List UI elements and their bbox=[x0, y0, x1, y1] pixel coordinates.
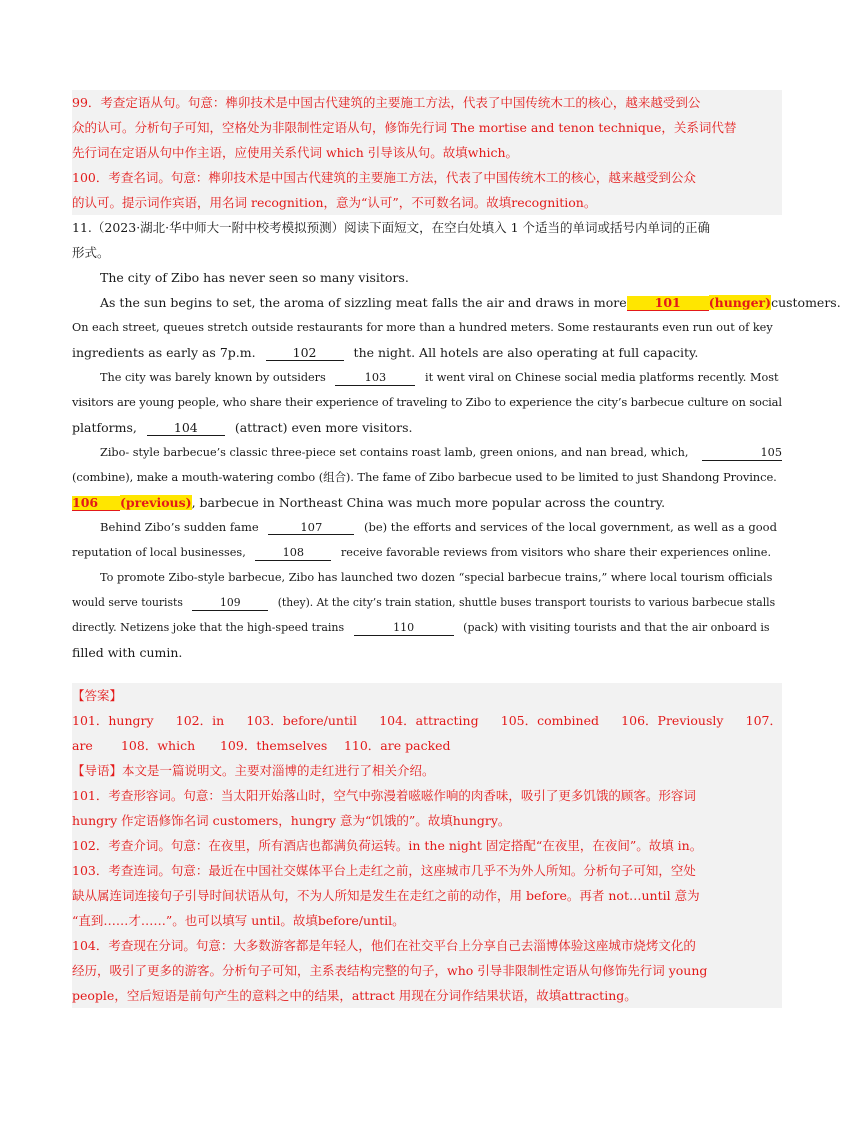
passage-line bbox=[72, 415, 782, 440]
explanation-block-bottom bbox=[72, 783, 782, 1008]
passage-line: filled with cumin. bbox=[72, 645, 183, 660]
explanation-line: hungry 作定语修饰名词 customers，hungry 意为“饥饿的”。故填hungry。 bbox=[72, 808, 782, 833]
passage-line: visitors are young people, who share their experience of traveling to Zibo to experience the city’s barbecue culture on social bbox=[72, 395, 782, 409]
question-instruction: 形式。 bbox=[72, 245, 110, 260]
explanation-line: 103．考查连词。句意：最近在中国社交媒体平台上走红之前，这座城市几乎不为外人所知。分析句子可知，空处 bbox=[72, 858, 782, 883]
passage-text: (pack) with visiting tourists and that the air onboard is bbox=[463, 621, 770, 634]
passage-line: The city of Zibo has never seen so many visitors. bbox=[100, 270, 409, 285]
blank-101 bbox=[627, 290, 771, 315]
answer-104: 104．attracting bbox=[379, 713, 479, 728]
answer-line bbox=[72, 733, 782, 758]
answer-106: 106．Previously bbox=[621, 713, 724, 728]
explanation-line: people，空后短语是前句产生的意料之中的结果，attract 用现在分词作结果状语，故填attracting。 bbox=[72, 983, 782, 1008]
answer-107-value: are bbox=[72, 738, 93, 753]
passage-text: would serve tourists bbox=[72, 596, 183, 609]
explanation-line: 104．考查现在分词。句意：大多数游客都是年轻人，他们在社交平台上分享自己去淄博体验这座城市烧烤文化的 bbox=[72, 933, 782, 958]
passage-text: the night. All hotels are also operating at full capacity. bbox=[353, 345, 699, 360]
blank-102: 102 bbox=[266, 346, 344, 361]
passage-line: On each street, queues stretch outside restaurants for more than a hundred meters. Some restaurants even run out of key bbox=[72, 321, 773, 334]
passage-line bbox=[72, 590, 782, 615]
blank-104: 104 bbox=[147, 421, 225, 436]
passage-line bbox=[72, 490, 782, 515]
passage bbox=[72, 265, 841, 665]
question-instruction: 11.（2023·湖北·华中师大一附中校考模拟预测）阅读下面短文，在空白处填入 1 个适当的单词或括号内单词的正确 bbox=[72, 220, 711, 235]
passage-line bbox=[72, 515, 782, 540]
blank-110: 110 bbox=[354, 621, 454, 636]
passage-line bbox=[72, 290, 841, 315]
explanation-line: “直到……才……”。也可以填写 until。故填before/until。 bbox=[72, 908, 782, 933]
passage-text: it went viral on Chinese social media platforms recently. Most bbox=[425, 371, 779, 384]
answer-101: 101．hungry bbox=[72, 713, 154, 728]
passage-text: (they). At the city’s train station, shuttle buses transport tourists to various barbecue stalls bbox=[277, 596, 776, 609]
explanation-line: 缺从属连词连接句子引导时间状语从句，不为人所知是发生在走红之前的动作，用 before。再者 not…until 意为 bbox=[72, 883, 782, 908]
guide-text: 【导语】本文是一篇说明文。主要对淄博的走红进行了相关介绍。 bbox=[72, 758, 782, 783]
passage-text: platforms, bbox=[72, 420, 137, 435]
answer-109: 109．themselves bbox=[219, 738, 328, 753]
passage-text: The city was barely known by outsiders bbox=[100, 371, 326, 384]
question-header bbox=[72, 215, 782, 265]
passage-text: , barbecue in Northeast China was much more popular across the country. bbox=[191, 495, 666, 510]
explanation-line: 众的认可。分析句子可知，空格处为非限制性定语从句，修饰先行词 The mortise and tenon technique，关系词代替 bbox=[72, 115, 782, 140]
explanation-line: 99．考查定语从句。句意：榫卯技术是中国古代建筑的主要施工方法，代表了中国传统木工的核心，越来越受到公 bbox=[72, 90, 782, 115]
answer-105: 105．combined bbox=[500, 713, 599, 728]
blank-106: 106 bbox=[72, 496, 120, 511]
passage-line: (combine), make a mouth-watering combo (组合). The fame of Zibo barbecue used to be limited to just Shandong Province. bbox=[72, 470, 777, 484]
explanation-line: 经历，吸引了更多的游客。分析句子可知，主系表结构完整的句子，who 引导非限制性定语从句修饰先行词 young bbox=[72, 958, 782, 983]
passage-line bbox=[72, 615, 782, 640]
answer-line bbox=[72, 708, 782, 733]
passage-line bbox=[72, 540, 782, 565]
blank-109: 109 bbox=[192, 596, 268, 611]
answer-108: 108．which bbox=[120, 738, 196, 753]
passage-text: receive favorable reviews from visitors who share their experiences online. bbox=[340, 546, 772, 559]
passage-text: (be) the efforts and services of the local government, as well as a good bbox=[363, 520, 777, 534]
passage-line bbox=[72, 365, 782, 390]
blank-107: 107 bbox=[268, 520, 354, 535]
passage-text: Behind Zibo’s sudden fame bbox=[100, 520, 259, 534]
answer-title: 【答案】 bbox=[72, 683, 782, 708]
passage-text: directly. Netizens joke that the high-speed trains bbox=[72, 621, 345, 634]
explanation-line: 的认可。提示词作宾语，用名词 recognition，意为“认可”，不可数名词。故填recognition。 bbox=[72, 190, 782, 215]
passage-text: customers. bbox=[771, 295, 841, 310]
explanation-line: 100．考查名词。句意：榫卯技术是中国古代建筑的主要施工方法，代表了中国传统木工的核心，越来越受到公众 bbox=[72, 165, 782, 190]
blank-108: 108 bbox=[255, 546, 331, 561]
answer-103: 103．before/until bbox=[246, 713, 358, 728]
passage-text: ingredients as early as 7p.m. bbox=[72, 345, 256, 360]
hint-word: (hunger) bbox=[708, 295, 772, 310]
passage-line bbox=[72, 340, 782, 365]
document-page bbox=[72, 90, 841, 1008]
passage-line bbox=[72, 440, 782, 465]
answer-block bbox=[72, 683, 782, 783]
blank-103: 103 bbox=[335, 371, 415, 386]
passage-text: As the sun begins to set, the aroma of sizzling meat falls the air and draws in more bbox=[100, 295, 627, 310]
explanation-line: 102．考查介词。句意：在夜里，所有酒店也都满负荷运转。in the night 固定搭配“在夜里，在夜间”。故填 in。 bbox=[72, 833, 782, 858]
explanation-line: 先行词在定语从句中作主语，应使用关系代词 which 引导该从句。故填which。 bbox=[72, 140, 782, 165]
passage-text: Zibo- style barbecue’s classic three-piece set contains roast lamb, green onions, and nan bread, which, bbox=[100, 446, 689, 459]
explanation-block-top bbox=[72, 90, 782, 215]
blank-105: 105 bbox=[702, 446, 782, 461]
answer-107: 107． bbox=[745, 713, 782, 728]
answer-110: 110．are packed bbox=[343, 738, 451, 753]
passage-text: (attract) even more visitors. bbox=[234, 420, 413, 435]
answer-102: 102．in bbox=[175, 713, 225, 728]
passage-text: reputation of local businesses, bbox=[72, 546, 246, 559]
blank-number: 101 bbox=[627, 296, 709, 311]
passage-line: To promote Zibo-style barbecue, Zibo has launched two dozen “special barbecue trains,” where local tourism officials bbox=[100, 571, 773, 584]
hint-word: (previous) bbox=[120, 495, 192, 510]
explanation-line: 101．考查形容词。句意：当太阳开始落山时，空气中弥漫着嗞嗞作响的肉香味，吸引了更多饥饿的顾客。形容词 bbox=[72, 783, 782, 808]
